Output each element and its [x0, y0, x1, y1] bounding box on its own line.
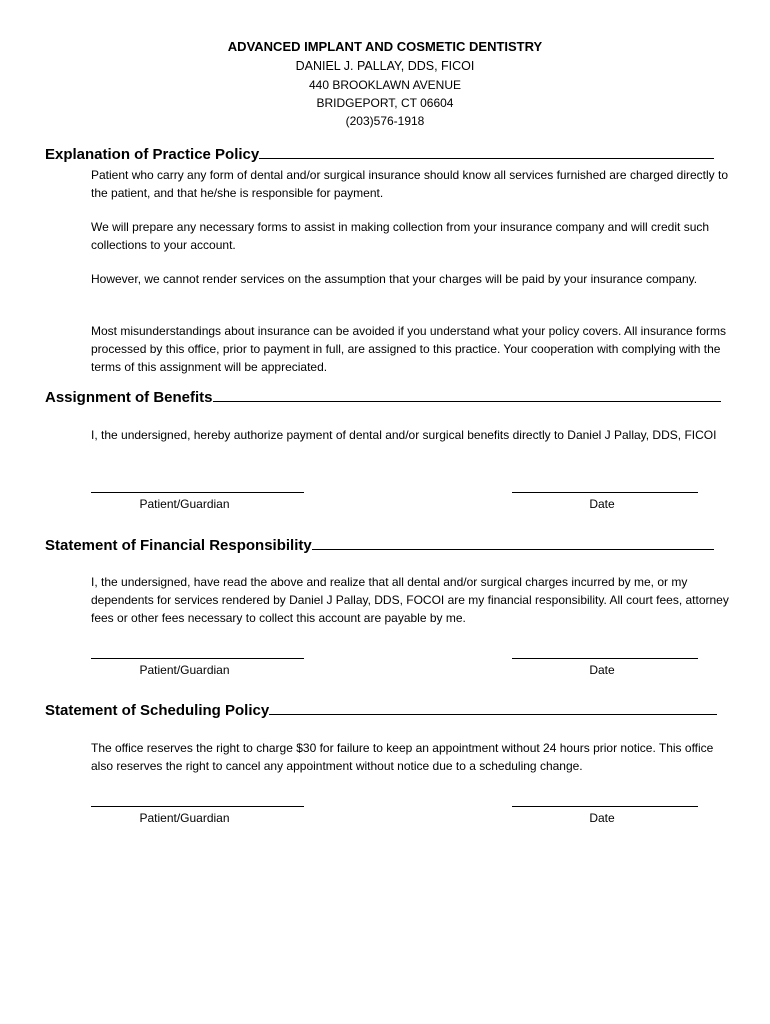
date-signature-line[interactable] [512, 492, 698, 493]
practice-policy-title: Explanation of Practice Policy [45, 146, 260, 163]
section-title-assignment-of-benefits [45, 389, 725, 406]
patient-signature-line[interactable] [91, 806, 304, 807]
financial-text: I, the undersigned, have read the above and realize that all dental and/or surgical charges incurred by me, or my dependents for services rendered by Daniel J Pallay, DDS, FOCOI are my financial responsibility. All court fees, attorney fees or other fees necessary to collect this account are payable by me. [91, 575, 729, 625]
title-underline [213, 389, 721, 402]
phone-number: (203)576-1918 [345, 114, 425, 128]
practice-policy-paragraph-4: Most misunderstandings about insurance can be avoided if you understand what your policy covers. All insurance forms processed by this office, prior to payment in full, are assigned to this practice. Your cooperation with complying with the terms of this assignment will be appreciated. [91, 324, 727, 374]
practice-policy-paragraph-1: Patient who carry any form of dental and/or surgical insurance should know all services furnished are charged directly to the patient, and that he/she is responsible for payment. [91, 168, 728, 200]
scheduling-title: Statement of Scheduling Policy [45, 702, 270, 719]
date-label: Date [589, 811, 615, 825]
practice-policy-paragraph-2: We will prepare any necessary forms to assist in making collection from your insurance company and will credit such collections to your account. [91, 220, 710, 252]
section-title-financial-responsibility [45, 537, 721, 554]
address-line-1: 440 BROOKLAWN AVENUE [308, 78, 462, 92]
letterhead [0, 38, 770, 130]
patient-guardian-label: Patient/Guardian [139, 497, 230, 511]
patient-guardian-label: Patient/Guardian [139, 663, 230, 677]
address-line-2: BRIDGEPORT, CT 06604 [316, 96, 454, 110]
date-signature-line[interactable] [512, 806, 698, 807]
practice-name: ADVANCED IMPLANT AND COSMETIC DENTISTRY [227, 39, 543, 54]
section-title-practice-policy [45, 146, 717, 163]
patient-guardian-label: Patient/Guardian [139, 811, 230, 825]
doctor-name: DANIEL J. PALLAY, DDS, FICOI [295, 59, 475, 73]
date-signature-line[interactable] [512, 658, 698, 659]
title-underline [269, 702, 717, 715]
patient-signature-line[interactable] [91, 492, 304, 493]
date-label: Date [589, 497, 615, 511]
assignment-title: Assignment of Benefits [45, 389, 213, 406]
title-underline [259, 146, 714, 159]
practice-policy-paragraph-3: However, we cannot render services on the assumption that your charges will be paid by your insurance company. [91, 272, 698, 286]
section-title-scheduling-policy [45, 702, 721, 719]
date-label: Date [589, 663, 615, 677]
patient-signature-line[interactable] [91, 658, 304, 659]
financial-title: Statement of Financial Responsibility [45, 537, 312, 554]
title-underline [312, 537, 714, 550]
scheduling-text: The office reserves the right to charge $30 for failure to keep an appointment without 24 hours prior notice. This office also reserves the right to cancel any appointment without notice due to a scheduling change. [91, 741, 714, 773]
assignment-text: I, the undersigned, hereby authorize payment of dental and/or surgical benefits directly to Daniel J Pallay, DDS, FICOI [91, 428, 717, 442]
